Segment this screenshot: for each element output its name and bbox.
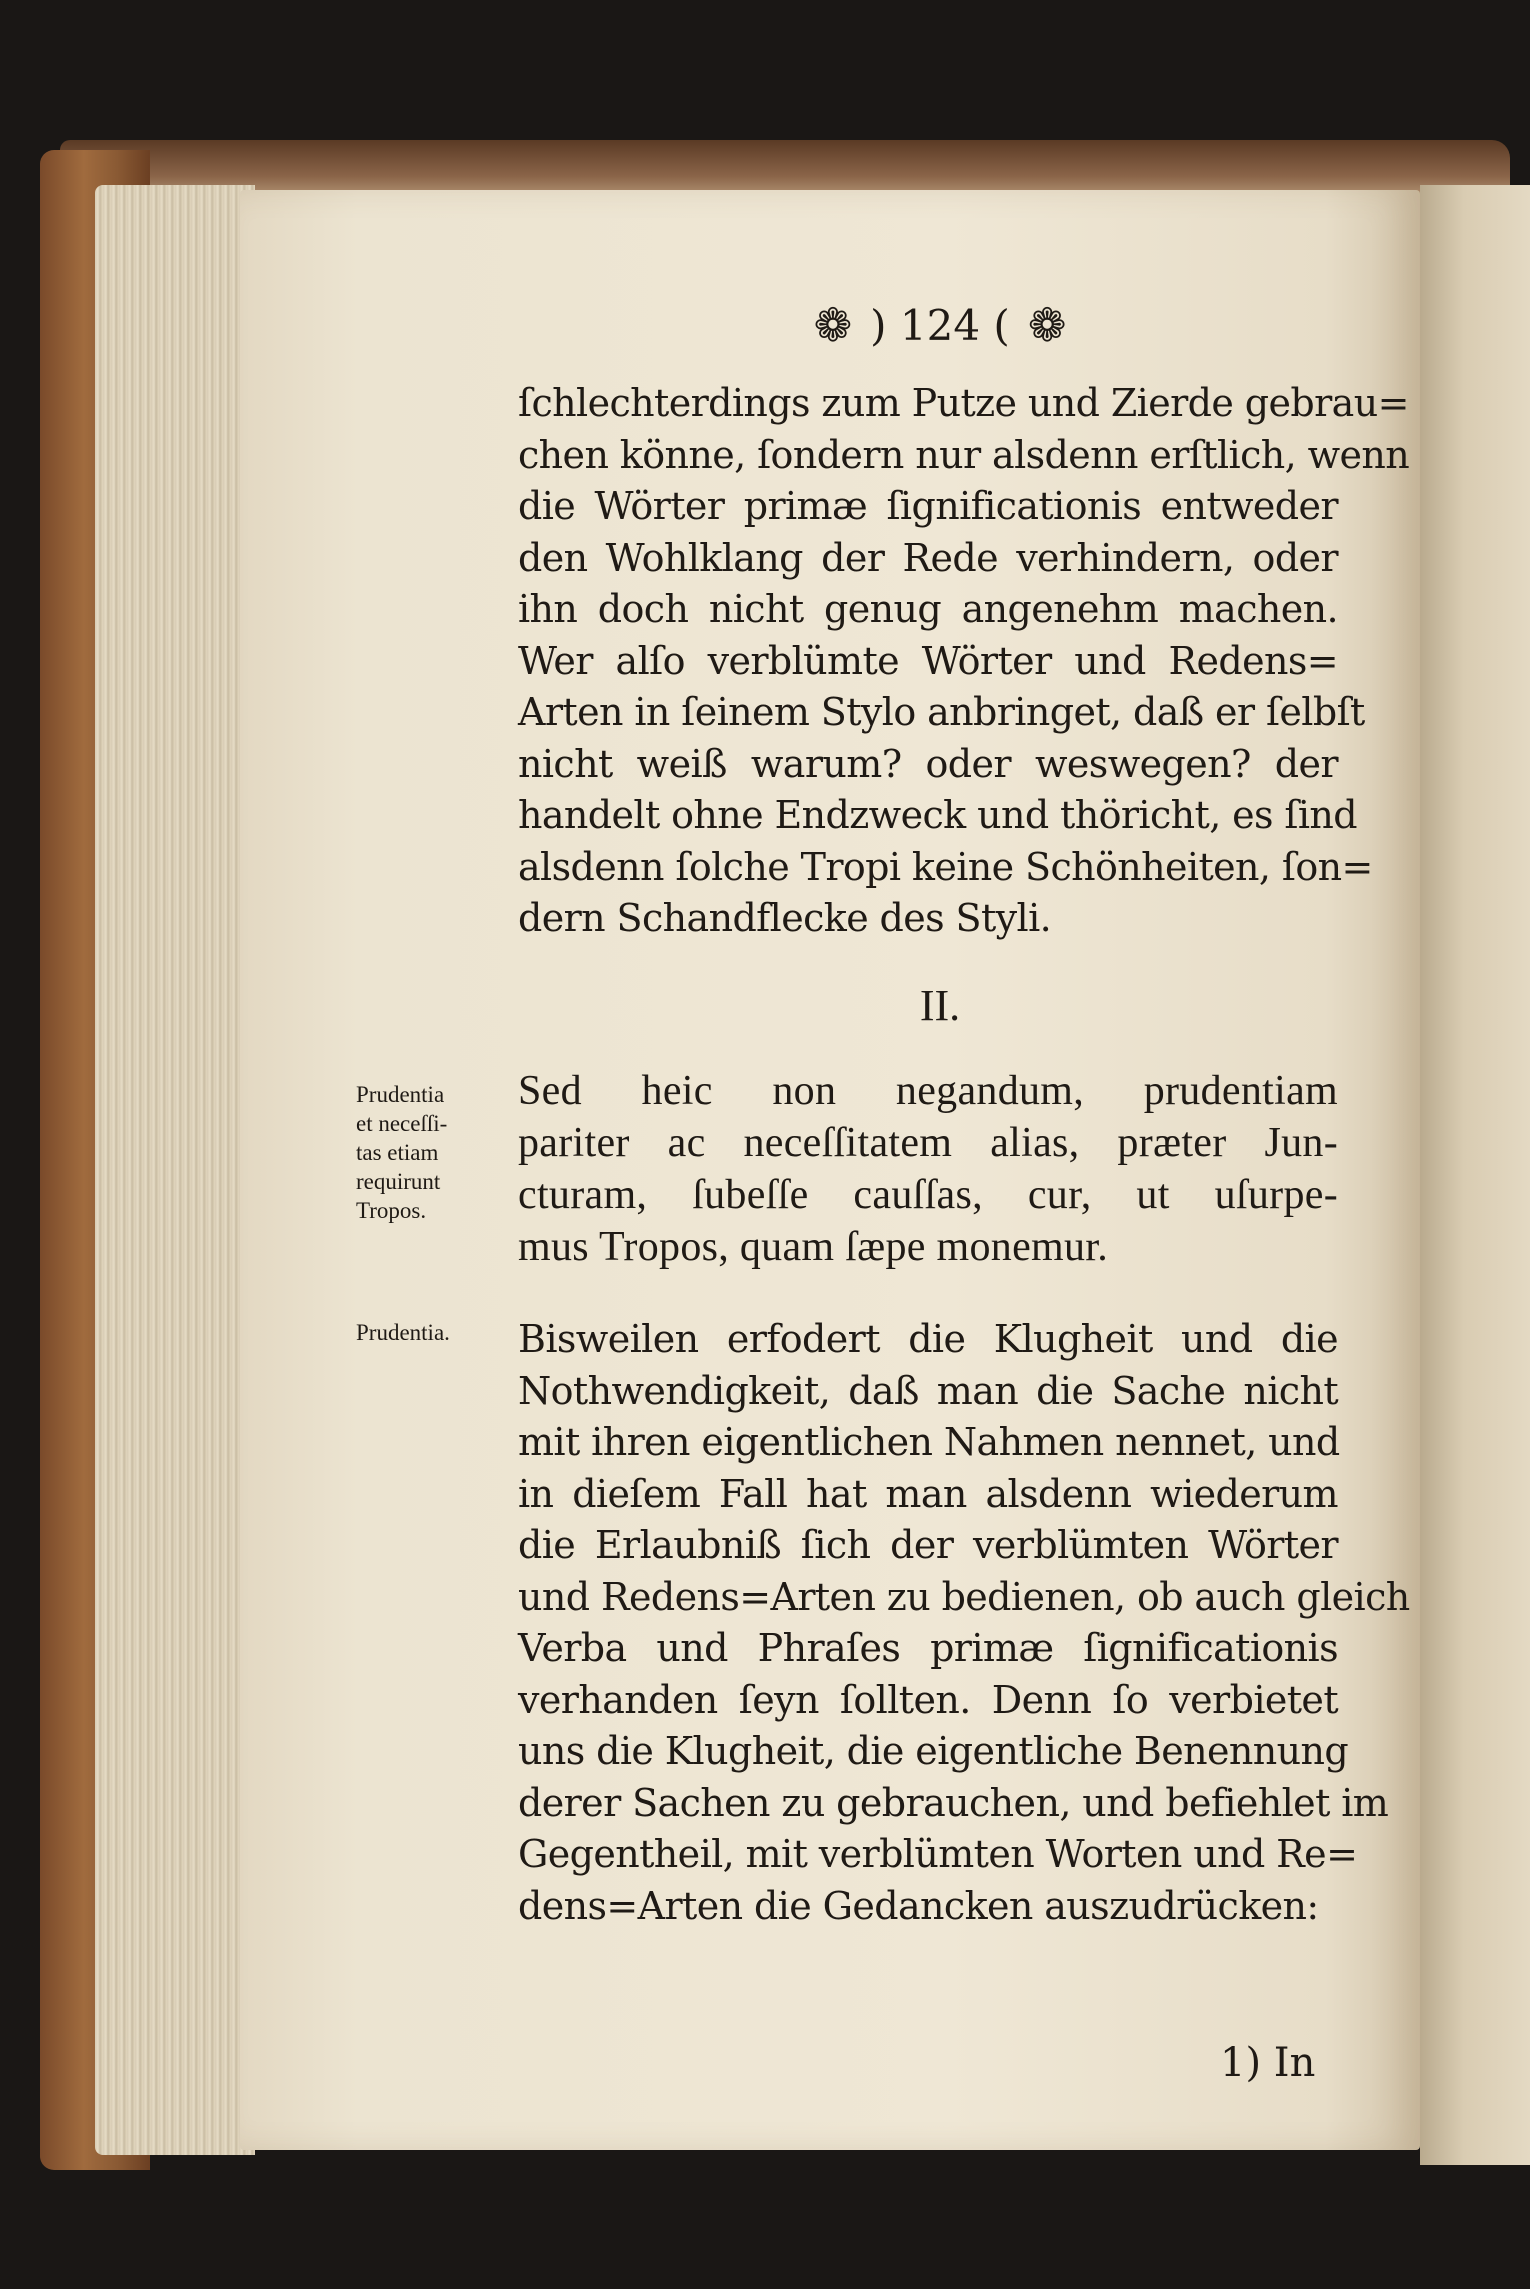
paragraph-german-2	[518, 1314, 1410, 1932]
margin-note-line: et neceſſi-	[356, 1111, 448, 1136]
text-line: dern Schandflecke des Styli.	[518, 896, 1052, 940]
text-line: derer Sachen zu gebrauchen, und befiehlet im	[518, 1780, 1389, 1825]
text-line: die Erlaubniß ſich der verblümten Wörter	[518, 1523, 1338, 1567]
text-line: Bisweilen erfodert die Klugheit und die	[518, 1317, 1338, 1361]
flower-ornament-icon: ❁	[1027, 298, 1067, 352]
text-line: mus Tropos, quam ſæpe monemur.	[518, 1224, 1109, 1270]
text-line: verhanden ſeyn ſollten. Denn ſo verbietet	[518, 1677, 1338, 1722]
margin-note-prudentia	[356, 1318, 506, 1347]
text-line: alsdenn ſolche Tropi keine Schönheiten, ſon=	[518, 844, 1373, 889]
margin-note-line: tas etiam	[356, 1140, 439, 1165]
margin-note-line: Tropos.	[356, 1198, 427, 1223]
catchword: 1) In	[1220, 2040, 1316, 2086]
flower-ornament-icon: ❁	[813, 298, 853, 352]
text-line: chen könne, ſondern nur alsdenn erſtlich, wenn	[518, 432, 1410, 477]
text-line: mit ihren eigentlichen Nahmen nennet, und	[518, 1420, 1340, 1464]
text-line: die Wörter primæ ſignificationis entweder	[518, 484, 1338, 528]
text-line: und Redens=Arten zu bedienen, ob auch gleich	[518, 1574, 1410, 1619]
margin-note-line: Prudentia.	[356, 1320, 450, 1345]
paragraph-latin	[518, 1065, 1338, 1273]
text-line: uns die Klugheit, die eigentliche Benennung	[518, 1729, 1349, 1773]
margin-note-line: requirunt	[356, 1169, 441, 1194]
text-line: Verba und Phraſes primæ ſignificationis	[518, 1626, 1338, 1670]
text-line: nicht weiß warum? oder weswegen? der	[518, 741, 1338, 786]
text-line: cturam, ſubeſſe cauſſas, cur, ut uſurpe-	[518, 1172, 1338, 1218]
text-line: den Wohlklang der Rede verhindern, oder	[518, 535, 1338, 580]
running-header	[760, 290, 1120, 360]
text-line: pariter ac neceſſitatem alias, præter Jun-	[518, 1120, 1338, 1166]
text-line: Wer alſo verblümte Wörter und Redens=	[518, 638, 1338, 683]
margin-note-prudentia-necessitas	[356, 1080, 506, 1225]
text-line: Nothwendigkeit, daß man die Sache nicht	[518, 1368, 1338, 1413]
page-number: ) 124 (	[870, 300, 1010, 350]
paragraph-german-1	[518, 378, 1410, 945]
page-edges	[95, 185, 255, 2155]
text-line: in dieſem Fall hat man alsdenn wiederum	[518, 1471, 1338, 1516]
text-line: ſchlechterdings zum Putze und Zierde gebrau=	[518, 381, 1409, 425]
text-line: dens=Arten die Gedancken auszudrücken:	[518, 1883, 1319, 1928]
text-line: Gegentheil, mit verblümten Worten und Re=	[518, 1832, 1358, 1876]
section-number: II.	[919, 981, 961, 1030]
margin-note-line: Prudentia	[356, 1082, 445, 1107]
text-line: Sed heic non negandum, prudentiam	[518, 1068, 1338, 1114]
text-line: ihn doch nicht genug angenehm machen.	[518, 587, 1338, 631]
facing-page	[1420, 185, 1530, 2165]
text-line: Arten in ſeinem Stylo anbringet, daß er ſelbſt	[518, 690, 1365, 734]
text-line: handelt ohne Endzweck und thöricht, es ſind	[518, 793, 1358, 837]
